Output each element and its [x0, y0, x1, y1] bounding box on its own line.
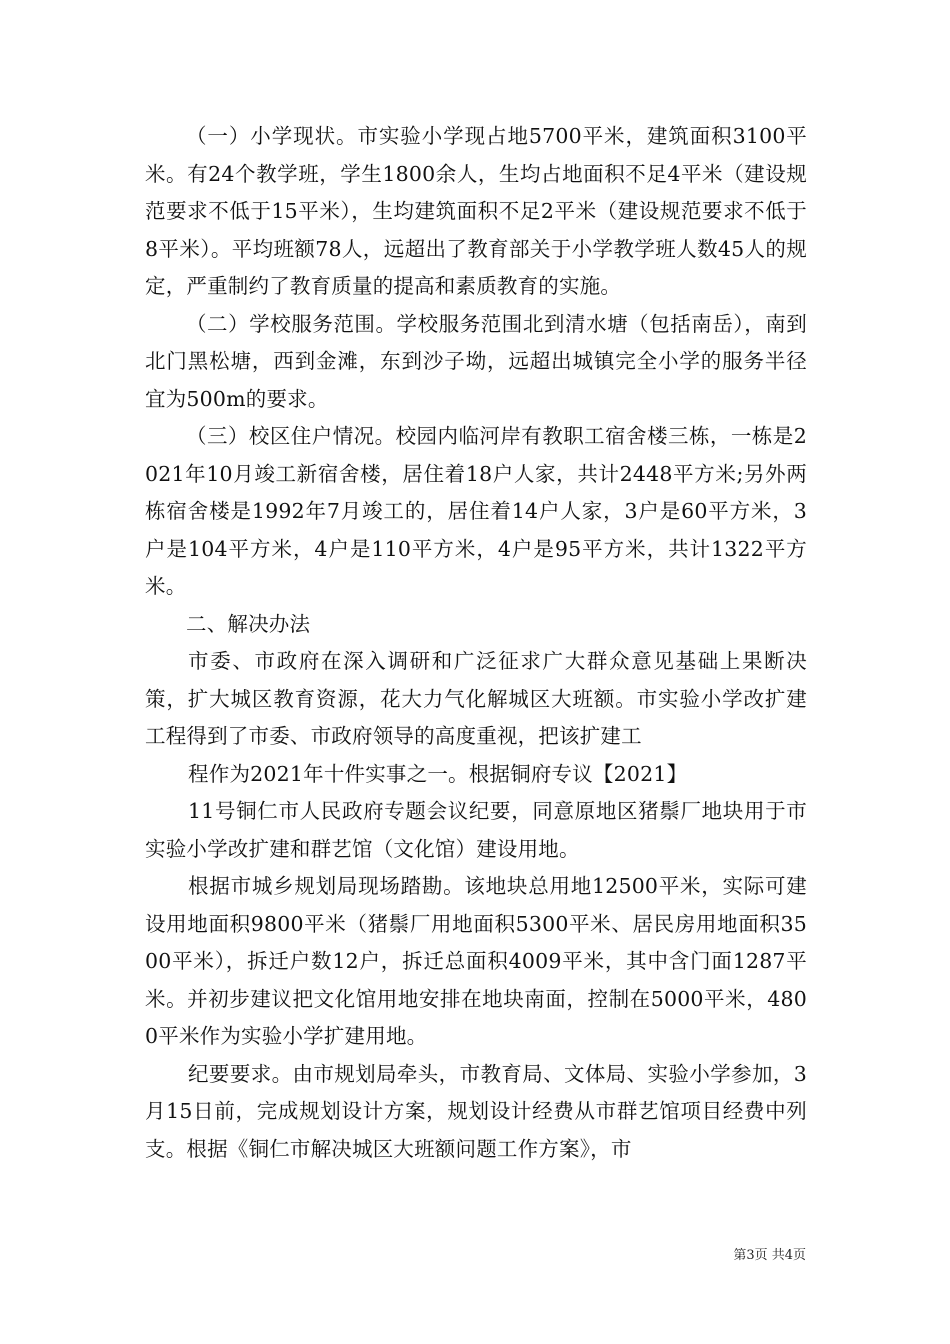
- paragraph-meeting-minutes: 11号铜仁市人民政府专题会议纪要，同意原地区猪鬃厂地块用于市实验小学改扩建和群艺馆（文化馆）建设用地。: [145, 799, 807, 861]
- paragraph-project-listing: 程作为2021年十件实事之一。根据铜府专议【2021】: [188, 761, 688, 786]
- paragraph-site-survey: 根据市城乡规划局现场踏勘。该地块总用地12500平米，实际可建设用地面积9800平米（猪鬃厂用地面积5300平米、居民房用地面积3500平米），拆迁户数12户，拆迁总面积4009平米，其中含门面1287平米。并初步建议把文化馆用地安排在地块南面，控制在5000平米，4800平米作为实验小学扩建用地。: [145, 874, 807, 1048]
- paragraph-service-area: （二）学校服务范围。学校服务范围北到清水塘（包括南岳），南到北门黑松塘，西到金滩，东到沙子坳，远超出城镇完全小学的服务半径宜为500m的要求。: [145, 311, 807, 411]
- page-number: 第3页 共4页: [733, 1248, 806, 1263]
- paragraph-minutes-requirements: 纪要要求。由市规划局牵头，市教育局、文体局、实验小学参加，3月15日前，完成规划设计方案，规划设计经费从市群艺馆项目经费中列支。根据《铜仁市解决城区大班额问题工作方案》，市: [145, 1061, 807, 1161]
- document-body: [145, 118, 807, 1168]
- paragraph-residents: （三）校区住户情况。校园内临河岸有教职工宿舍楼三栋，一栋是2021年10月竣工新宿舍楼，居住着18户人家，共计2448平方米;另外两栋宿舍楼是1992年7月竣工的，居住着14户人家，3户是60平方米，3户是104平方米，4户是110平方米，4户是95平方米，共计1322平方米。: [145, 424, 807, 598]
- paragraph-decision: 市委、市政府在深入调研和广泛征求广大群众意见基础上果断决策，扩大城区教育资源，花大力气化解城区大班额。市实验小学改扩建工程得到了市委、市政府领导的高度重视，把该扩建工: [145, 649, 807, 748]
- paragraph-primary-school-status: （一）小学现状。市实验小学现占地5700平米，建筑面积3100平米。有24个教学班，学生1800余人，生均占地面积不足4平米（建设规范要求不低于15平米），生均建筑面积不足2平米（建设规范要求不低于8平米）。平均班额78人，远超出了教育部关于小学教学班人数45人的规定，严重制约了教育质量的提高和素质教育的实施。: [145, 124, 807, 298]
- section-heading-solutions: 二、解决办法: [186, 611, 311, 636]
